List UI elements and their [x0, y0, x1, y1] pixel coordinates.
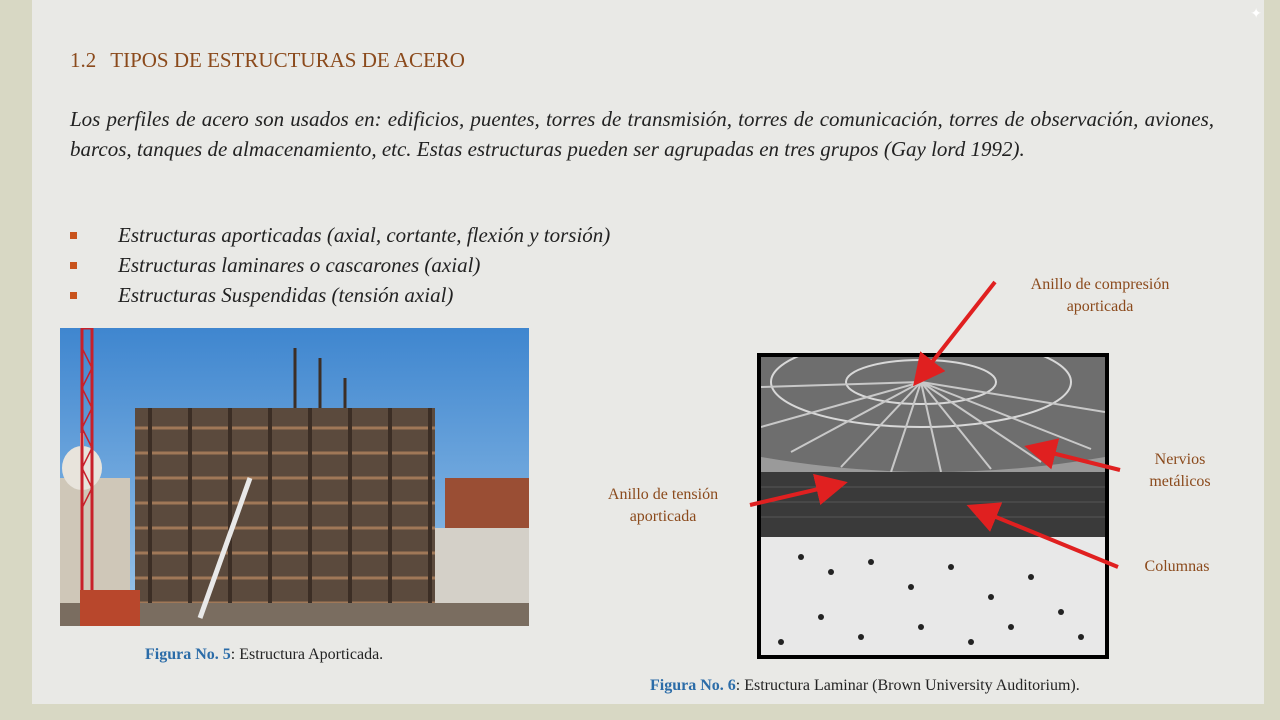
figure-6-caption [650, 677, 1080, 695]
bullet-square-icon [70, 262, 77, 269]
brown-auditorium-photo [761, 357, 1105, 655]
list-item [70, 250, 610, 280]
figure-5-caption [145, 646, 383, 664]
figure-6-text: : Estructura Laminar (Brown University Auditorium). [735, 677, 1080, 694]
label-columnas: Columnas [1144, 558, 1210, 575]
list-item [70, 280, 610, 310]
label-nervios-metalicos: Nervios metálicos [1149, 451, 1211, 490]
figure-6-label: Figura No. 6 [650, 677, 736, 694]
list-item [70, 220, 610, 250]
section-title: TIPOS DE ESTRUCTURAS DE ACERO [110, 48, 465, 72]
label-anillo-tension: Anillo de tensión aporticada [607, 486, 719, 525]
list-item-text: Estructuras Suspendidas (tensión axial) [118, 283, 454, 307]
list-item-text: Estructuras aporticadas (axial, cortante, flexión y torsión) [118, 223, 611, 247]
label-anillo-compresion: Anillo de compresión aporticada [1030, 276, 1170, 315]
section-heading [70, 48, 465, 73]
figure-5-text: : Estructura Aporticada. [230, 646, 384, 663]
bullet-square-icon [70, 292, 77, 299]
steel-frame-building-photo [60, 328, 529, 626]
section-number: 1.2 [70, 48, 97, 72]
slide-frame-bottom [0, 704, 1280, 720]
list-item-text: Estructuras laminares o cascarones (axial) [118, 253, 481, 277]
slide-frame-left [0, 0, 32, 720]
bullet-square-icon [70, 232, 77, 239]
slide-frame-right [1264, 0, 1280, 720]
figure-5-label: Figura No. 5 [145, 646, 231, 663]
auditorium-photo-frame [757, 353, 1109, 659]
intro-paragraph: Los perfiles de acero son usados en: edificios, puentes, torres de transmisión, torres de comunicación, torres de observación, aviones, barcos, tanques de almacenamiento, etc. Estas estructuras pueden ser agrupadas en tres grupos (Gay lord 1992). [70, 107, 1214, 161]
star-icon: ✦ [1250, 6, 1262, 22]
structure-types-list [70, 220, 610, 310]
